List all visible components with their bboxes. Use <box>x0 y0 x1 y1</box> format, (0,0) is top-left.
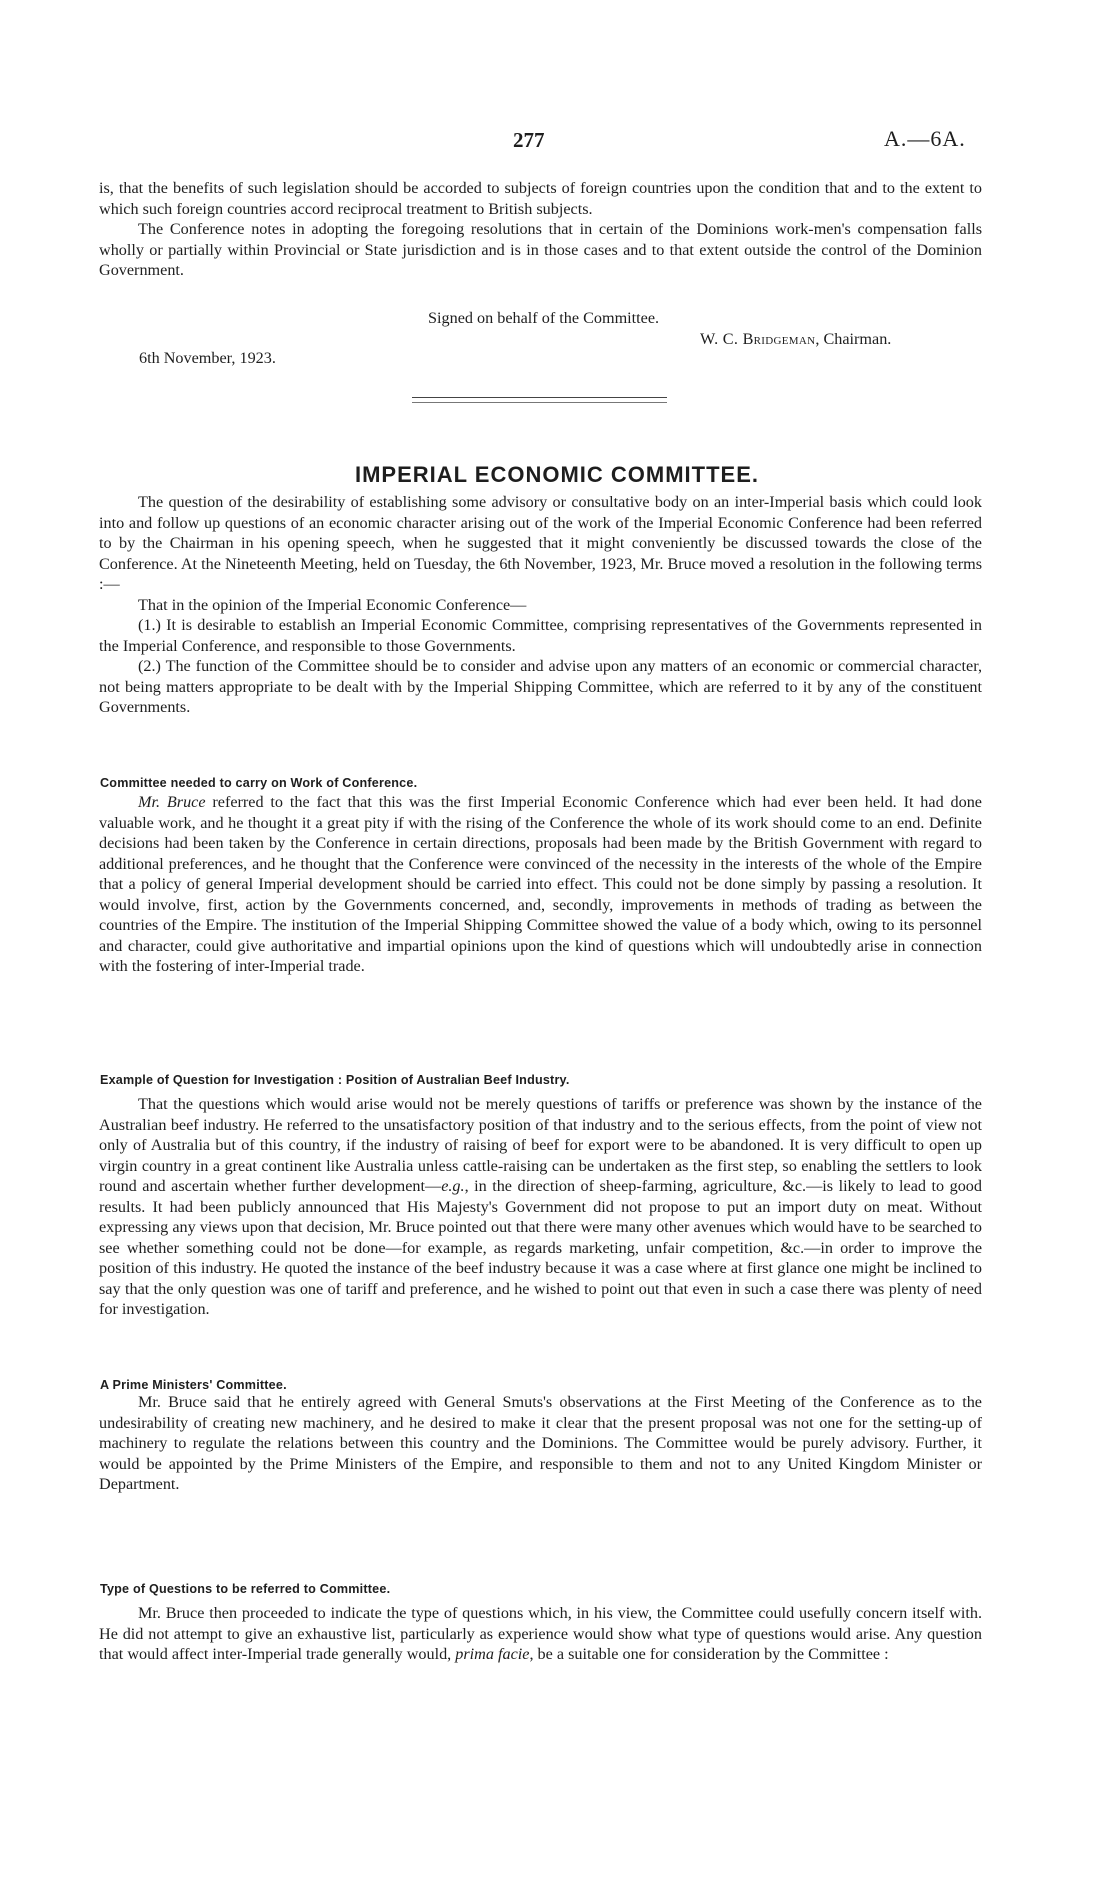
section-work-of-conference <box>99 792 982 977</box>
section-divider-lower <box>412 402 667 403</box>
paragraph-text: referred to the fact that this was the first Imperial Economic Conference which had ever been held. It had done valuable work, and he thought it a great pity if with the rising of the Conference the whole of its work should come to an end. Definite decisions had been taken by the Conference in certain directions, proposals had been made by the British Government with regard to additional preferences, and he thought that the Conference were convinced of the necessity in the interests of the whole of the Empire that a policy of general Imperial development should be carried into effect. This could not be done simply by passing a resolution. It would involve, first, action by the Governments concerned, and, secondly, improvements in methods of trading as between the countries of the Empire. The institution of the Imperial Shipping Committee showed the value of a body which, owing to its personnel and character, could give authoritative and impartial opinions upon the kind of questions which will undoubtedly arise in connection with the fostering of inter-Imperial trade. <box>99 793 982 975</box>
conference-note-paragraph: The Conference notes in adopting the foregoing resolutions that in certain of the Dominions work-men's compensation falls wholly or partially within Provincial or State jurisdiction and is in those cases and to that extent outside the control of the Dominion Government. <box>99 220 982 279</box>
subheading-beef-industry: Example of Question for Investigation : Position of Australian Beef Industry. <box>100 1073 570 1087</box>
section-beef-industry <box>99 1094 982 1320</box>
subheading-work-of-conference: Committee needed to carry on Work of Conference. <box>100 776 418 790</box>
paragraph-text-cont: , be a suitable one for consideration by the Committee : <box>529 1645 889 1663</box>
continuation-block <box>99 178 982 281</box>
section-prime-ministers <box>99 1392 982 1495</box>
paragraph-text: That the questions which would arise would not be merely questions of tariffs or preference was shown by the instance of the Australian beef industry. He referred to the unsatisfactory position of that industry and to the serious effects, from the point of view not only of Australia but of this country, if the industry of raising of beef for export were to be abandoned. It is very difficult to open up virgin country in a great continent like Australia unless cattle-raising can be undertaken as the first step, so enabling the settlers to look round and ascertain whether further development— <box>99 1095 982 1195</box>
resolution-item-1: (1.) It is desirable to establish an Imperial Economic Committee, comprising representatives of the Governments represented in the Imperial Conference, and responsible to those Governments. <box>99 616 982 655</box>
section-divider <box>412 397 667 398</box>
signatory-name: W. C. Bridgeman <box>700 330 816 348</box>
subheading-prime-ministers: A Prime Ministers' Committee. <box>100 1378 287 1392</box>
signed-line: Signed on behalf of the Committee. <box>428 309 660 327</box>
paragraph-text-cont: , in the direction of sheep-farming, agriculture, &c.—is likely to lead to good results. It had been publicly announced that His Majesty's Government did not propose to put an import duty on meat. Without expressing any views upon that decision, Mr. Bruce pointed out that there were many other avenues which would have to be searched to see whether something could not be done—for example, as regards marketing, unfair competition, &c.—in order to improve the position of this industry. He quoted the instance of the beef industry because it was a case where at first glance one might be inclined to say that the only question was one of tariff and preference, and he wished to point out that even in such a case there was plenty of need for investigation. <box>99 1177 982 1318</box>
section-title: IMPERIAL ECONOMIC COMMITTEE. <box>354 462 760 487</box>
abbreviation: e.g. <box>441 1177 465 1195</box>
section-type-of-questions <box>99 1603 982 1665</box>
continuation-paragraph: is, that the benefits of such legislation should be accorded to subjects of foreign countries upon the condition that and to the extent to which such foreign countries accord reciprocal treatment to British subjects. <box>99 179 982 218</box>
signatory <box>700 329 891 349</box>
resolution-preamble: That in the opinion of the Imperial Economic Conference— <box>138 595 527 614</box>
latin-phrase: prima facie <box>455 1645 530 1663</box>
paragraph <box>99 1094 982 1320</box>
intro-block <box>99 492 982 718</box>
speaker-name: Mr. Bruce <box>138 793 206 811</box>
paragraph-text: Mr. Bruce then proceeded to indicate the type of questions which, in his view, the Committee could usefully concern itself with. He did not attempt to give an exhaustive list, particularly as experience would show what type of questions would arise. Any question that would affect inter-Imperial trade generally would, <box>99 1604 982 1663</box>
intro-paragraph: The question of the desirability of establishing some advisory or consultative body on an inter-Imperial basis which could look into and follow up questions of an economic character arising out of the work of the Imperial Economic Conference had been referred to by the Chairman in his opening speech, when he suggested that it might conveniently be discussed towards the close of the Conference. At the Nineteenth Meeting, held on Tuesday, the 6th November, 1923, Mr. Bruce moved a resolution in the following terms :— <box>99 493 982 593</box>
date-line: 6th November, 1923. <box>139 349 276 367</box>
subheading-type-of-questions: Type of Questions to be referred to Committee. <box>100 1582 391 1596</box>
signatory-role: , Chairman. <box>815 330 892 348</box>
page-number: 277 <box>513 128 545 152</box>
paragraph <box>99 792 982 977</box>
resolution-item-2: (2.) The function of the Committee should be to consider and advise upon any matters of an economic or commercial character, not being matters appropriate to be dealt with by the Imperial Shipping Committee, which are referred to it by any of the constituent Governments. <box>99 657 982 716</box>
document-reference: A.—6A. <box>884 126 966 151</box>
paragraph <box>99 1603 982 1665</box>
paragraph: Mr. Bruce said that he entirely agreed with General Smuts's observations at the First Meeting of the Conference as to the undesirability of creating new machinery, and he desired to make it clear that the present proposal was not one for the setting-up of machinery to regulate the relations between this country and the Dominions. The Committee would be purely advisory. Further, it would be appointed by the Prime Ministers of the Empire, and responsible to them and not to any United Kingdom Minister or Department. <box>99 1393 982 1493</box>
